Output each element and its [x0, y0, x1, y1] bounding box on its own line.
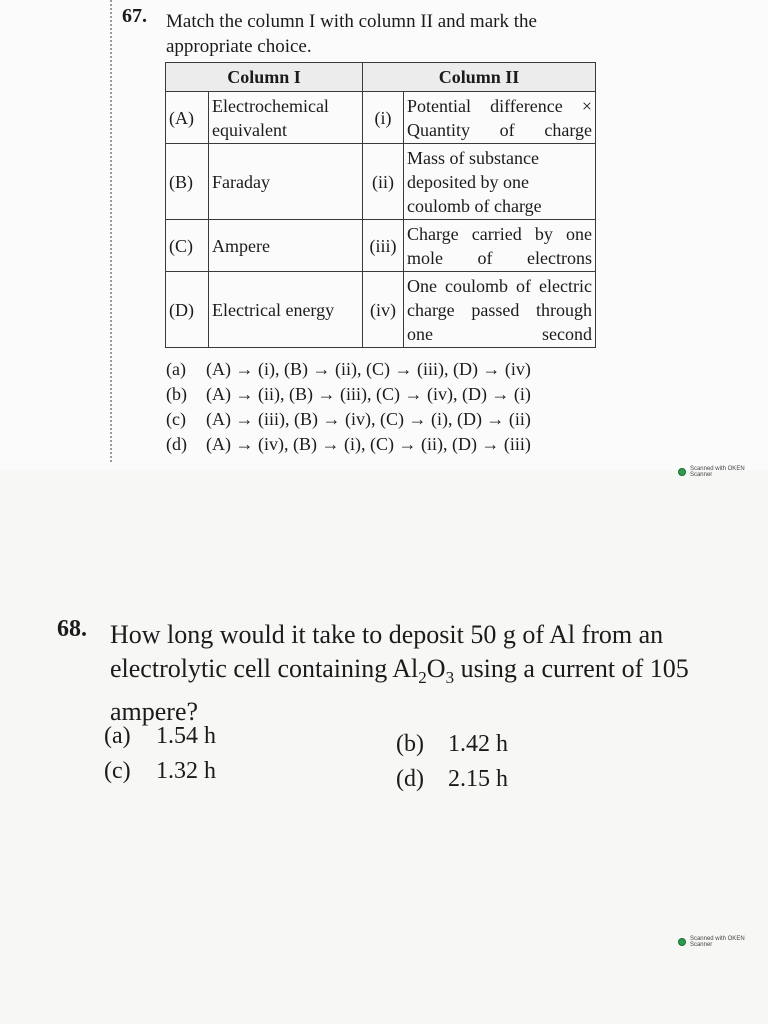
option-a	[166, 357, 531, 382]
scanner-logo-icon	[678, 468, 686, 476]
option-label: (b)	[396, 731, 424, 757]
question-68-number: 68.	[57, 616, 87, 642]
row-label: (B)	[166, 144, 209, 220]
question-68-text-part: How long would it take to deposit 50 g of Al from an electrolytic cell containing Al	[110, 620, 664, 683]
option-a	[104, 723, 216, 750]
option-text: (A) → (iv), (B) → (i), (C) → (ii), (D) → (iii)	[206, 434, 531, 454]
column-1-cell: Electrochemical equivalent	[209, 92, 363, 144]
option-label: (a)	[166, 359, 186, 379]
column-2-cell: Mass of substance deposited by one coulomb of charge	[404, 144, 596, 220]
row-label: (D)	[166, 272, 209, 348]
table-row	[166, 220, 596, 272]
column-2-cell: Charge carried by one mole of electrons	[404, 220, 596, 272]
roman-label: (iii)	[363, 220, 404, 272]
roman-label: (i)	[363, 92, 404, 144]
option-label: (c)	[104, 758, 131, 784]
question-68-text	[110, 618, 730, 729]
question-68-text-part: O	[426, 654, 446, 683]
subscript: 2	[418, 668, 427, 688]
option-text: 1.54 h	[156, 723, 216, 749]
column-2-cell: One coulomb of electric charge passed through one second	[404, 272, 596, 348]
option-label: (c)	[166, 409, 186, 429]
option-label: (b)	[166, 384, 187, 404]
row-label: (A)	[166, 92, 209, 144]
option-text: 2.15 h	[448, 766, 508, 792]
option-d	[396, 766, 508, 793]
column-2-cell: Potential difference × Quantity of charge	[404, 92, 596, 144]
question-67-text: Match the column I with column II and mark the appropriate choice.	[166, 11, 537, 57]
option-d	[166, 432, 531, 457]
column-1-cell: Ampere	[209, 220, 363, 272]
option-c	[104, 758, 216, 785]
dotted-margin-rule	[110, 0, 112, 462]
scanner-watermark	[678, 466, 768, 478]
scanner-watermark	[678, 936, 768, 948]
option-text: (A) → (ii), (B) → (iii), (C) → (iv), (D) → (i)	[206, 384, 531, 404]
option-text: (A) → (i), (B) → (ii), (C) → (iii), (D) → (iv)	[206, 359, 531, 379]
row-label: (C)	[166, 220, 209, 272]
option-label: (a)	[104, 723, 131, 749]
table-row	[166, 92, 596, 144]
subscript: 3	[445, 668, 455, 688]
match-table-header	[166, 63, 596, 92]
column-2-header: Column II	[363, 63, 596, 92]
scanner-logo-icon	[678, 938, 686, 946]
column-1-cell: Electrical energy	[209, 272, 363, 348]
roman-label: (iv)	[363, 272, 404, 348]
option-b	[396, 731, 508, 758]
column-1-header: Column I	[166, 63, 363, 92]
question-67-options	[166, 357, 531, 457]
column-1-cell: Faraday	[209, 144, 363, 220]
question-67-number: 67.	[122, 5, 147, 27]
option-text: (A) → (iii), (B) → (iv), (C) → (i), (D) → (ii)	[206, 409, 531, 429]
roman-label: (ii)	[363, 144, 404, 220]
option-label: (d)	[396, 766, 424, 792]
option-label: (d)	[166, 434, 187, 454]
option-b	[166, 382, 531, 407]
table-row	[166, 272, 596, 348]
scanner-watermark-text: Scanned with OKEN Scanner	[689, 466, 745, 478]
table-row	[166, 144, 596, 220]
option-c	[166, 407, 531, 432]
option-text: 1.32 h	[156, 758, 216, 784]
match-table	[165, 62, 596, 348]
scanner-watermark-text: Scanned with OKEN Scanner	[689, 936, 745, 948]
option-text: 1.42 h	[448, 731, 508, 757]
question-68-text-part: using a current of 105 ampere?	[110, 654, 689, 727]
